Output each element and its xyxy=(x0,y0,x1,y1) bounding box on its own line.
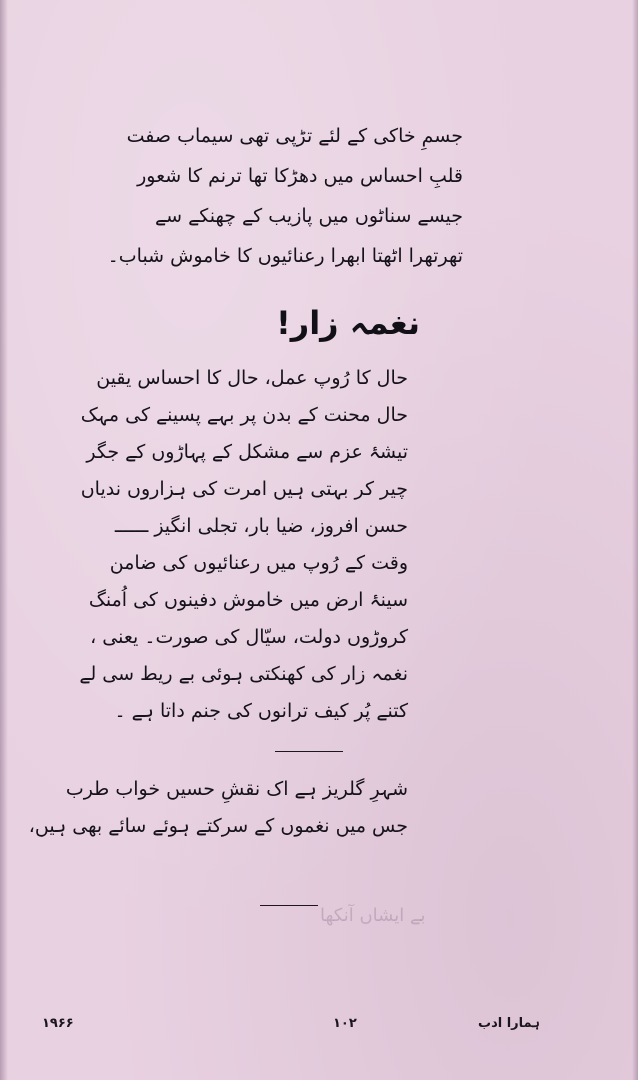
bleed-through-text: بے ایشاں آنکھا xyxy=(320,905,426,926)
poem-line: نغمہ زار کی کھنکتی ہوئی بے ریط سی لے xyxy=(79,663,408,685)
footer-year: ۱۹۶۶ xyxy=(42,1016,74,1031)
poem-heading: نغمہ زار! xyxy=(276,304,420,342)
poem-line: چیر کر بہتی ہیں امرت کی ہزاروں ندیاں xyxy=(80,478,408,500)
poem-line: حسن افروز، ضیا بار، تجلی انگیز ــــــ xyxy=(114,515,408,537)
poem-line: حال محنت کے بدن پر بہے پسینے کی مہک xyxy=(80,404,408,426)
poem-line: تھرتھرا اٹھتا ابھرا رعنائیوں کا خاموش شباب۔ xyxy=(107,245,463,267)
footer-journal-name: ہمارا ادب xyxy=(478,1016,540,1031)
poem-line: کتنے پُر کیف ترانوں کی جنم داتا ہے ۔ xyxy=(114,700,408,722)
poem-line: قلبِ احساس میں دھڑکا تھا ترنم کا شعور xyxy=(137,165,463,187)
poem-line: تیشۂ عزم سے مشکل کے پہاڑوں کے جگر xyxy=(86,441,408,463)
poem-line: جس میں نغموں کے سرکتے ہوئے سائے بھی ہیں، xyxy=(28,815,408,837)
poem-line: جسمِ خاکی کے لئے تڑپی تھی سیماب صفت xyxy=(126,125,463,147)
end-divider xyxy=(260,905,318,906)
page-shadow-right xyxy=(632,0,638,1080)
page-shadow-left xyxy=(0,0,8,1080)
poem-line: جیسے سناٹوں میں پازیب کے چھنکے سے xyxy=(155,205,463,227)
poem-line: حال کا رُوپ عمل، حال کا احساس یقین xyxy=(96,367,408,389)
poem-line: سینۂ ارض میں خاموش دفینوں کی اُمنگ xyxy=(88,589,408,611)
poem-line: شہرِ گلریز ہے اک نقشِ حسیں خواب طرب xyxy=(65,778,408,800)
footer-page-number: ۱۰۲ xyxy=(333,1016,357,1031)
poem-line: وقت کے رُوپ میں رعنائیوں کی ضامن xyxy=(109,552,408,574)
poem-line: کروڑوں دولت، سیّال کی صورت۔ یعنی ، xyxy=(90,626,408,648)
section-divider xyxy=(275,751,343,752)
